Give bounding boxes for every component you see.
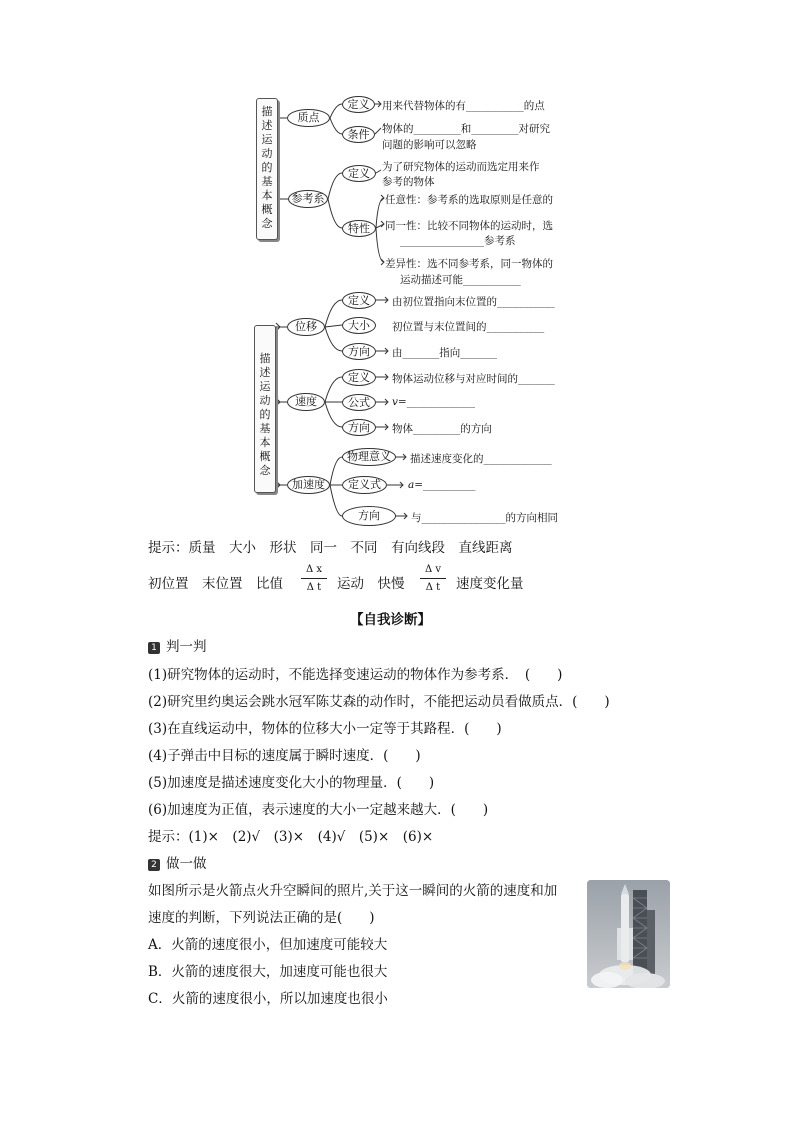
rocket-launch-photo [587, 880, 670, 988]
part1-heading [148, 635, 207, 655]
part2-heading [148, 852, 207, 872]
fraction-dx-dt [301, 564, 327, 594]
number-badge-icon: 2 [148, 859, 160, 871]
node-zhidian: 质点 [287, 109, 330, 127]
texing-tongyi-1: 同一性：比较不同物体的运动时，选 [385, 220, 553, 232]
option-b: B．火箭的速度很大，加速度可能也很大 [148, 964, 388, 980]
zhidian-condition-1: 物体的_________和_________对研究 [382, 123, 550, 135]
hint-line-2-part-2: 运动 快慢 [337, 576, 405, 592]
option-c: C．火箭的速度很小，所以加速度也很小 [148, 991, 388, 1007]
judge-item-5: (5)加速度是描述速度变化大小的物理量．( ) [148, 775, 435, 791]
option-a: A．火箭的速度很小，但加速度可能较大 [148, 937, 388, 953]
diagram2-connectors [0, 0, 794, 540]
texing-chayi-1: 差异性：选不同参考系，同一物体的 [385, 258, 553, 270]
zhidian-definition: 用来代替物体的有___________的点 [382, 100, 545, 112]
title-char: 描 [259, 352, 271, 365]
title-char: 念 [261, 217, 273, 230]
cankaoxi-definition-1: 为了研究物体的运动而选定用来作 [382, 161, 540, 173]
part1-title: 判一判 [166, 639, 207, 655]
node-jsd-wuliyiyi: 物理意义 [342, 448, 396, 466]
title-char: 本 [259, 436, 271, 449]
weiyi-direction: 由_______指向_______ [392, 347, 497, 359]
cankaoxi-definition-2: 参考的物体 [382, 176, 435, 188]
sudu-formula: v=_____________ [392, 396, 475, 408]
part2-title: 做一做 [166, 856, 207, 872]
jiasudu-meaning: 描述速度变化的_____________ [410, 453, 552, 465]
node-zd-tiaojian: 条件 [342, 126, 375, 143]
title-char: 概 [259, 450, 271, 463]
node-wy-fangxiang: 方向 [342, 343, 376, 360]
judge-item-4: (4)子弹击中目标的速度属于瞬时速度．( ) [148, 748, 421, 764]
question-line-2: 速度的判断，下列说法正确的是( ) [148, 910, 375, 926]
weiyi-size: 初位置与末位置间的___________ [392, 321, 545, 333]
jiasudu-formula: a=__________ [408, 479, 476, 491]
hint-line-2-part-1: 初位置 末位置 比值 [148, 576, 283, 592]
judge-item-6: (6)加速度为正值，表示速度的大小一定越来越大．( ) [148, 802, 489, 818]
diagram2-title-box [254, 325, 276, 493]
weiyi-definition: 由初位置指向末位置的___________ [392, 296, 555, 308]
fraction-numerator: Δ v [420, 564, 446, 579]
node-wy-dingyi: 定义 [342, 292, 376, 309]
title-char: 动 [259, 394, 271, 407]
title-char: 运 [261, 133, 273, 146]
number-badge-icon: 1 [148, 642, 160, 654]
node-cankaoxi: 参考系 [288, 190, 328, 208]
node-sd-gongshi: 公式 [342, 394, 376, 411]
rocket-photo-illustration [587, 880, 670, 988]
section-title: 【自我诊断】 [350, 612, 431, 628]
node-wy-daxiao: 大小 [342, 317, 376, 334]
title-char: 的 [259, 408, 271, 421]
fraction-denominator: Δ t [425, 582, 441, 593]
zhidian-condition-2: 问题的影响可以忽略 [382, 139, 477, 151]
question-line-1: 如图所示是火箭点火升空瞬间的照片,关于这一瞬间的火箭的速度和加 [148, 883, 558, 899]
node-sd-fangxiang: 方向 [342, 419, 376, 436]
node-sd-dingyi: 定义 [342, 369, 376, 386]
node-jsd-dingyishi: 定义式 [342, 476, 387, 494]
title-char: 述 [261, 119, 273, 132]
jiasudu-direction: 与________________的方向相同 [411, 512, 558, 524]
node-weiyi: 位移 [287, 318, 325, 336]
title-char: 念 [259, 464, 271, 477]
title-char: 基 [261, 175, 273, 188]
title-char: 描 [261, 105, 273, 118]
node-zd-dingyi: 定义 [342, 96, 375, 113]
fraction-denominator: Δ t [306, 582, 322, 593]
texing-chayi-2: 运动描述可能___________ [400, 274, 521, 286]
judge-item-1: (1)研究物体的运动时，不能选择变速运动的物体作为参考系． ( ) [148, 667, 563, 683]
title-char: 基 [259, 422, 271, 435]
hint-line-1: 提示：质量 大小 形状 同一 不同 有向线段 直线距离 [148, 540, 513, 556]
fraction-numerator: Δ x [301, 564, 327, 579]
hint-line-2-part-3: 速度变化量 [456, 576, 524, 592]
title-char: 动 [261, 147, 273, 160]
judge-answer: 提示：(1)× (2)√ (3)× (4)√ (5)× (6)× [148, 829, 434, 845]
node-jiasudu: 加速度 [287, 476, 330, 494]
fraction-dv-dt [420, 564, 446, 594]
title-char: 述 [259, 366, 271, 379]
judge-item-2: (2)研究里约奥运会跳水冠军陈艾森的动作时，不能把运动员看做质点．( ) [148, 694, 610, 710]
texing-renyi: 任意性：参考系的选取原则是任意的 [385, 194, 553, 206]
node-ck-texing: 特性 [342, 220, 376, 237]
title-char: 本 [261, 189, 273, 202]
judge-item-3: (3)在直线运动中，物体的位移大小一定等于其路程．( ) [148, 721, 502, 737]
title-char: 运 [259, 380, 271, 393]
node-sudu: 速度 [287, 393, 325, 411]
node-jsd-fangxiang: 方向 [342, 506, 396, 526]
node-ck-dingyi: 定义 [342, 165, 376, 182]
title-char: 概 [261, 203, 273, 216]
title-char: 的 [261, 161, 273, 174]
sudu-direction: 物体_________的方向 [392, 423, 492, 435]
sudu-definition: 物体运动位移与对应时间的_______ [392, 373, 555, 385]
texing-tongyi-2: ________________参考系 [400, 235, 516, 247]
